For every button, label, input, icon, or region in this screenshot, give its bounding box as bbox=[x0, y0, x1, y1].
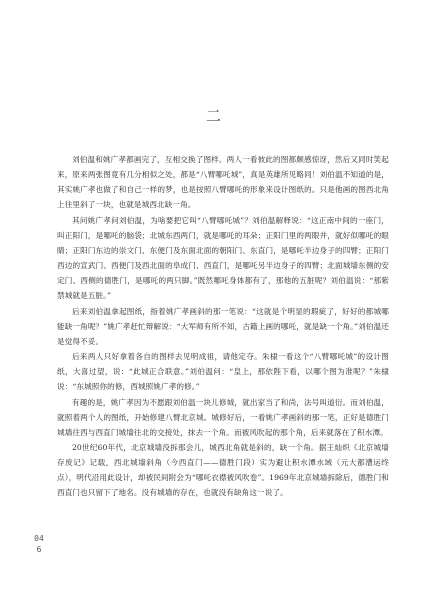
paragraph: 其问姚广孝问刘伯温，为啥要把它叫“八臂哪吒城”？刘伯温解释说：“这正南中间的一座门，叫正阳门，是哪吒的脑袋；北城东西两门，就是哪吒的耳朵；正阳门里的两眼井，就好似哪吒的眼睛；正阳门东边的崇文门、东便门及东面北面的朝阳门、东直门，是哪吒半边身子的四臂；正阳门西边的宣武门、西便门及西北面的阜成门、西直门，是哪吒另半边身子的四臂；北面城墙东侧的安定门、西侧的德胜门，是哪吒的两只脚。”既然哪吒身体都有了，那他的五脏呢？刘伯温说：“那紫禁城就是五脏。” bbox=[57, 215, 389, 301]
paragraph: 刘伯温和姚广孝都画完了，互相交换了图样。两人一看彼此的图都颇感惊讶，然后又同时笑起来，原来两张图竟有几分相似之处，都是“八臂哪吒城”，真是英雄所见略同！刘伯温不知道的是，其实姚广孝也做了和自己一样的梦，也是按照八臂哪吒的形象来设计图纸的。只是他画的图西北角上往里斜了一块，也就是城西北缺一角。 bbox=[57, 155, 389, 210]
paragraph: 20世纪60年代，北京城墙没拆那会儿，城西北角就是斜的，缺一个角。据王灿炽《北京城墙存废记》记载，西北城墙斜角（今西直门——德胜门段）实为避让积水潭水域（元大都漕运终点），明代沿用此设计，却被民间附会为“哪吒衣襟被风吹卷”。1969年北京城墙拆除后，德胜门和西直门也只留下了地名。没有城墙的存在，也就没有缺角这一说了。 bbox=[57, 442, 389, 498]
chapter-title: 二 bbox=[205, 107, 221, 125]
paragraph: 后来刘伯温拿起图纸，指着姚广孝画斜的那一笔说：“这就是个明显的瑕疵了，好好的都城哪能缺一角呢？”姚广孝赶忙辩解说：“大军师有所不知，古籍上画的哪吒，就是缺一个角。”刘伯温还是觉得不妥。 bbox=[57, 306, 389, 346]
paragraph: 后来两人只好拿着各自的图样去见明成祖，请他定夺。朱棣一看这个“八臂哪吒城”的设计图纸，大喜过望，说：“此城正合联意。”刘伯温问：“皇上，那依陛下看，以哪个图为准呢？”朱棣说：“东城照你的修，西城照姚广孝的修。” bbox=[57, 352, 389, 392]
paragraph: 有趣的是，姚广孝因为不愿跟刘伯温一块儿修城，就出家当了和尚，法号叫道衍。而刘伯温，就照着两个人的图纸，开始修建八臂北京城。城修好后，一看姚广孝画斜的那一笔，正好是德胜门城墙往西与西直门城墙往北的交接处，抹去一个角。而被风吹起的那个角，后来就落在了积水潭。 bbox=[57, 397, 389, 437]
page-number: 046 bbox=[34, 534, 44, 554]
body-text bbox=[57, 152, 389, 501]
